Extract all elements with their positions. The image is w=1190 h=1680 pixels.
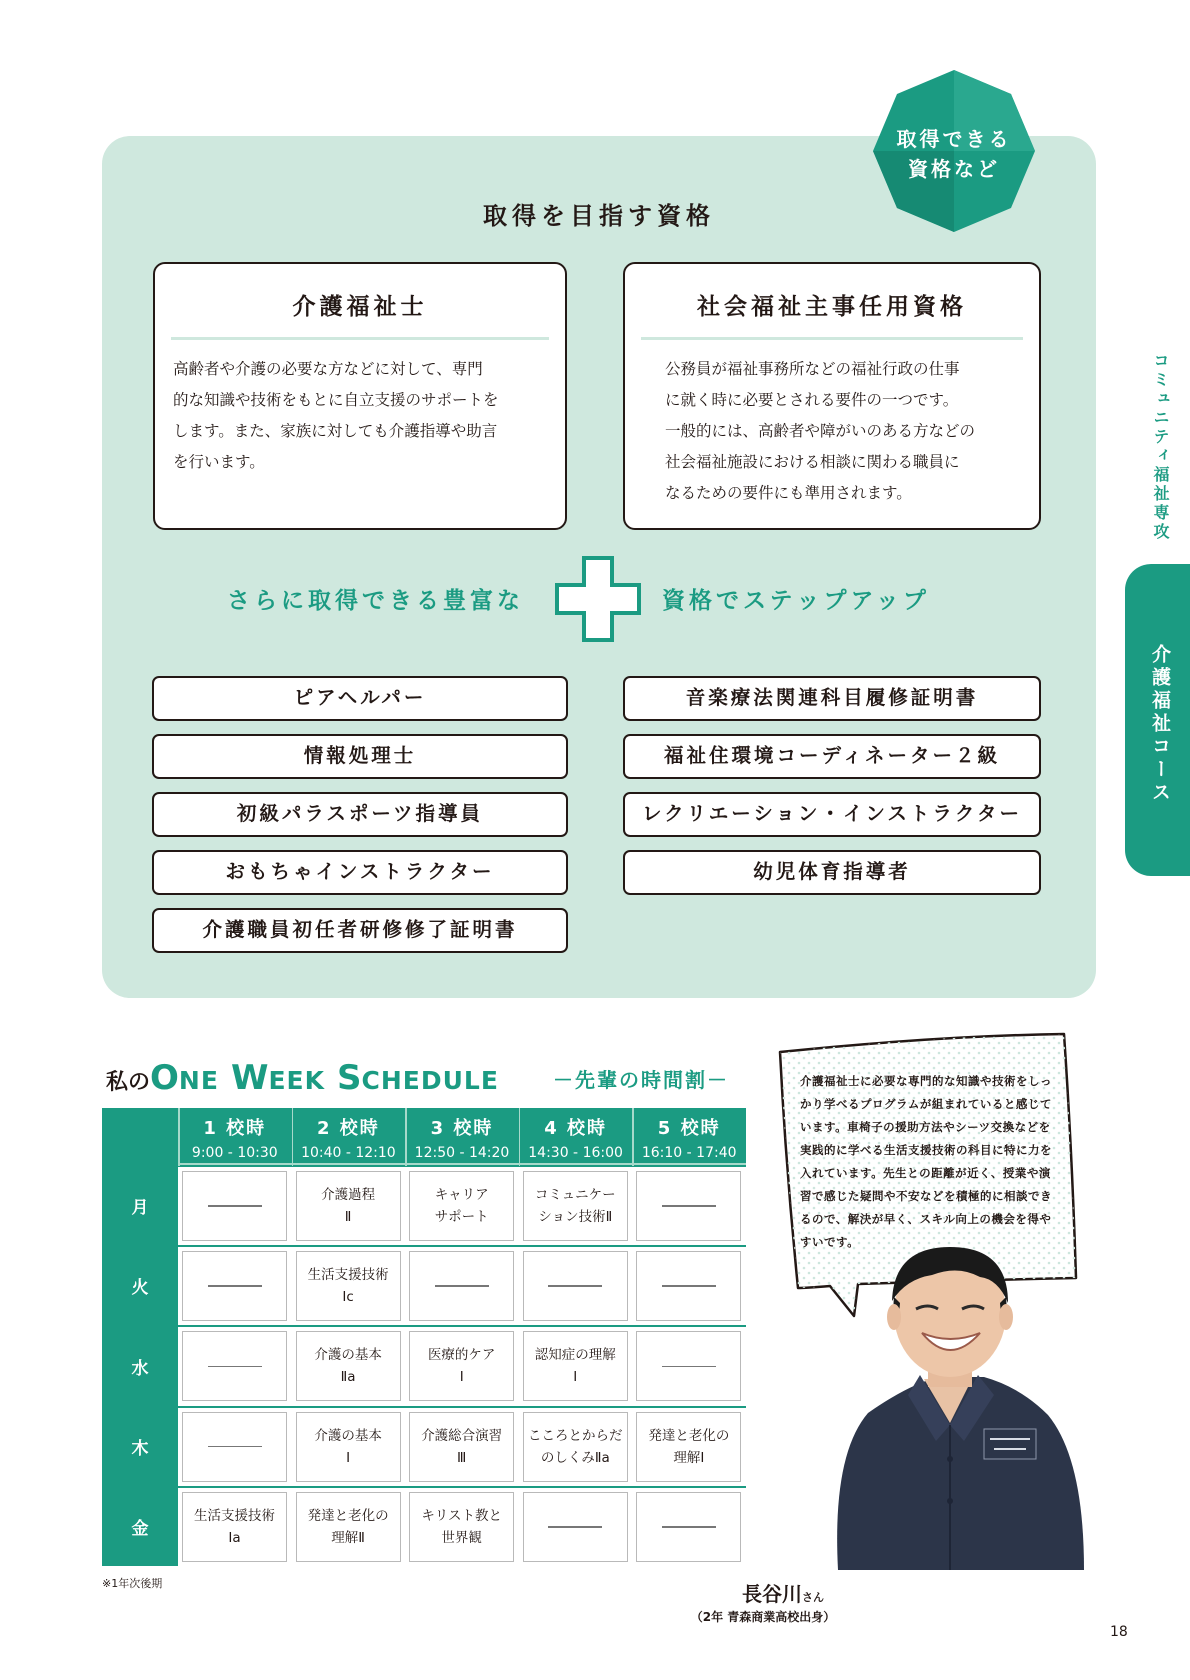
row-separator	[178, 1486, 746, 1488]
class-name: 介護総合演習 Ⅲ	[421, 1427, 503, 1466]
schedule-cell	[523, 1331, 628, 1401]
extra-qual-item: おもちゃインストラクター	[152, 850, 568, 895]
page-number: 18	[1110, 1624, 1128, 1640]
more-heading-right: 資格でステップアップ	[662, 588, 930, 614]
day-label: 月	[131, 1198, 149, 1219]
schedule-title-prefix: 私の	[106, 1070, 151, 1095]
schedule-cell	[296, 1412, 401, 1482]
empty-slot-dash	[208, 1446, 262, 1448]
student-school: （2年 青森商業高校出身）	[690, 1610, 836, 1624]
schedule-cell	[636, 1251, 741, 1321]
class-name: キリスト教と 世界観	[421, 1507, 503, 1546]
period-time: 12:50 - 14:20	[414, 1145, 510, 1161]
header-divider	[519, 1108, 521, 1166]
empty-slot-dash	[662, 1366, 716, 1368]
schedule-cell	[409, 1171, 514, 1241]
period-header	[519, 1108, 633, 1165]
more-qualifications-heading	[102, 582, 1096, 662]
period-header	[178, 1108, 292, 1165]
period-name: 5 校時	[657, 1118, 721, 1139]
schedule-cell	[296, 1331, 401, 1401]
student-name-suffix: さん	[802, 1591, 824, 1604]
title-rest: CHEDULE	[361, 1066, 499, 1095]
schedule-cell	[296, 1171, 401, 1241]
badge-text	[873, 124, 1035, 184]
schedule-cell	[409, 1412, 514, 1482]
student-name-text: 長谷川	[742, 1582, 802, 1606]
student-comment: 介護福祉士に必要な専門的な知識や技術をしっかり学べるプログラムが組まれていると感じています。車椅子の援助方法やシーツ交換などを実践的に学べる生活支援技術の科目に特に力を入れています。先生との距離が近く、授業や演習で感じた疑問や不安などを積極的に相談できるので、解決が早く、スキル向上の機会を得やすいです。	[800, 1074, 1052, 1249]
title-rest: EEK	[268, 1066, 325, 1095]
class-name: 生活支援技術 Ⅰc	[307, 1267, 389, 1306]
empty-slot-dash	[662, 1285, 716, 1287]
plus-icon	[554, 555, 642, 643]
class-name: 介護過程 Ⅱ	[321, 1187, 376, 1225]
day-label: 火	[131, 1278, 149, 1299]
period-name: 4 校時	[544, 1118, 607, 1139]
period-time: 10:40 - 12:10	[301, 1145, 396, 1161]
qualification-desc	[665, 354, 1019, 509]
schedule-cell	[296, 1492, 401, 1562]
header-line	[178, 1163, 746, 1165]
class-name: 生活支援技術 Ⅰa	[194, 1507, 275, 1546]
desc-line: 社会福祉施設における相談に関わる職員に	[665, 453, 960, 471]
desc-line: 的な知識や技術をもとに自立支援のサポートを	[173, 391, 499, 409]
schedule-cell	[636, 1412, 741, 1482]
empty-slot-dash	[548, 1285, 602, 1287]
period-name: 2 校時	[316, 1118, 380, 1139]
title-initial: O	[150, 1058, 179, 1098]
period-time: 14:30 - 16:00	[528, 1145, 623, 1161]
side-tab-care-course[interactable]	[1125, 564, 1190, 876]
day-label: 木	[131, 1438, 149, 1459]
schedule-cell	[523, 1251, 628, 1321]
empty-slot-dash	[208, 1205, 262, 1207]
period-time: 16:10 - 17:40	[641, 1145, 737, 1161]
qualification-title: 介護福祉士	[171, 288, 549, 340]
qualification-card-care-worker	[153, 262, 567, 530]
badge-line-1: 取得できる	[896, 127, 1012, 151]
schedule-cell	[182, 1171, 287, 1241]
student-photo	[808, 1245, 1094, 1570]
schedule-cell	[636, 1171, 741, 1241]
schedule-cell	[636, 1492, 741, 1562]
desc-line: を行います。	[173, 453, 265, 471]
class-name: 発達と老化の 理解Ⅰ	[648, 1427, 730, 1466]
class-name: こころとからだ のしくみⅡa	[528, 1427, 623, 1466]
title-initial: S	[336, 1058, 362, 1098]
empty-slot-dash	[208, 1366, 262, 1368]
desc-line: します。また、家族に対しても介護指導や助言	[173, 422, 498, 440]
period-name: 3 校時	[430, 1118, 494, 1139]
schedule-cell	[523, 1412, 628, 1482]
empty-slot-dash	[548, 1526, 602, 1528]
period-name: 1 校時	[203, 1118, 267, 1139]
side-tab-label: 介護福祉コース	[1149, 644, 1171, 805]
class-name: 介護の基本 Ⅰ	[314, 1427, 382, 1466]
schedule-cell	[409, 1492, 514, 1562]
title-rest: NE	[178, 1066, 219, 1095]
row-separator	[178, 1406, 746, 1408]
class-name: 医療的ケア Ⅰ	[427, 1347, 496, 1386]
schedule-title	[106, 1058, 499, 1098]
row-separator	[178, 1325, 746, 1327]
qualification-desc	[173, 354, 547, 478]
schedule-cell	[523, 1171, 628, 1241]
schedule-cell	[523, 1492, 628, 1562]
period-header	[292, 1108, 406, 1165]
extra-qual-item: レクリエーション・インストラクター	[623, 792, 1041, 837]
schedule-table	[102, 1108, 746, 1566]
extra-qual-item: 介護職員初任者研修修了証明書	[152, 908, 568, 953]
student-name	[723, 1578, 843, 1607]
desc-line: 一般的には、高齢者や障がいのある方などの	[665, 422, 976, 440]
class-name: 認知症の理解 Ⅰ	[534, 1347, 616, 1386]
row-separator	[178, 1245, 746, 1247]
empty-slot-dash	[435, 1285, 489, 1287]
desc-line: 公務員が福祉事務所などの福祉行政の仕事	[665, 360, 960, 378]
desc-line: に就く時に必要とされる要件の一つです。	[665, 391, 959, 409]
aim-title: 取得を目指す資格	[483, 202, 715, 230]
desc-line: 高齢者や介護の必要な方などに対して、専門	[173, 360, 483, 378]
schedule-cell	[636, 1331, 741, 1401]
badge-line-2: 資格など	[908, 157, 1000, 181]
more-heading-left: さらに取得できる豊富な	[227, 588, 524, 614]
side-label-community-welfare: コミュニティ福祉専攻	[1151, 352, 1170, 542]
qualification-title: 社会福祉主事任用資格	[641, 288, 1023, 340]
schedule-cell	[182, 1251, 287, 1321]
schedule-cell	[409, 1331, 514, 1401]
schedule-cell	[296, 1251, 401, 1321]
schedule-cell	[182, 1331, 287, 1401]
class-name: コミュニケー ション技術Ⅱ	[534, 1187, 616, 1225]
extra-qual-item: 情報処理士	[152, 734, 568, 779]
empty-slot-dash	[662, 1526, 716, 1528]
extra-qual-item: 初級パラスポーツ指導員	[152, 792, 568, 837]
period-time: 9:00 - 10:30	[191, 1145, 278, 1161]
extra-qual-item: 音楽療法関連科目履修証明書	[623, 676, 1041, 721]
header-divider	[292, 1108, 294, 1166]
class-name: 発達と老化の 理解Ⅱ	[307, 1507, 389, 1546]
schedule-cell	[182, 1492, 287, 1562]
extra-qual-item: 幼児体育指導者	[623, 850, 1041, 895]
schedule-cell	[409, 1251, 514, 1321]
day-label: 水	[131, 1358, 149, 1379]
empty-slot-dash	[662, 1205, 716, 1207]
period-header	[405, 1108, 519, 1165]
header-divider	[405, 1108, 407, 1166]
schedule-cell	[182, 1412, 287, 1482]
schedule-subtitle: －先輩の時間割－	[553, 1068, 729, 1092]
title-initial: W	[230, 1058, 269, 1098]
class-name: キャリア サポート	[434, 1187, 489, 1225]
header-divider	[632, 1108, 634, 1166]
class-name: 介護の基本 Ⅱa	[314, 1347, 382, 1386]
empty-slot-dash	[208, 1285, 262, 1287]
extra-qual-item: 福祉住環境コーディネーター２級	[623, 734, 1041, 779]
desc-line: なるための要件にも準用されます。	[665, 484, 912, 502]
schedule-footnote: ※1年次後期	[102, 1577, 163, 1590]
day-label: 金	[131, 1518, 149, 1539]
extra-qual-item: ピアヘルパー	[152, 676, 568, 721]
qualification-card-social-welfare	[623, 262, 1041, 530]
period-header	[632, 1108, 746, 1165]
